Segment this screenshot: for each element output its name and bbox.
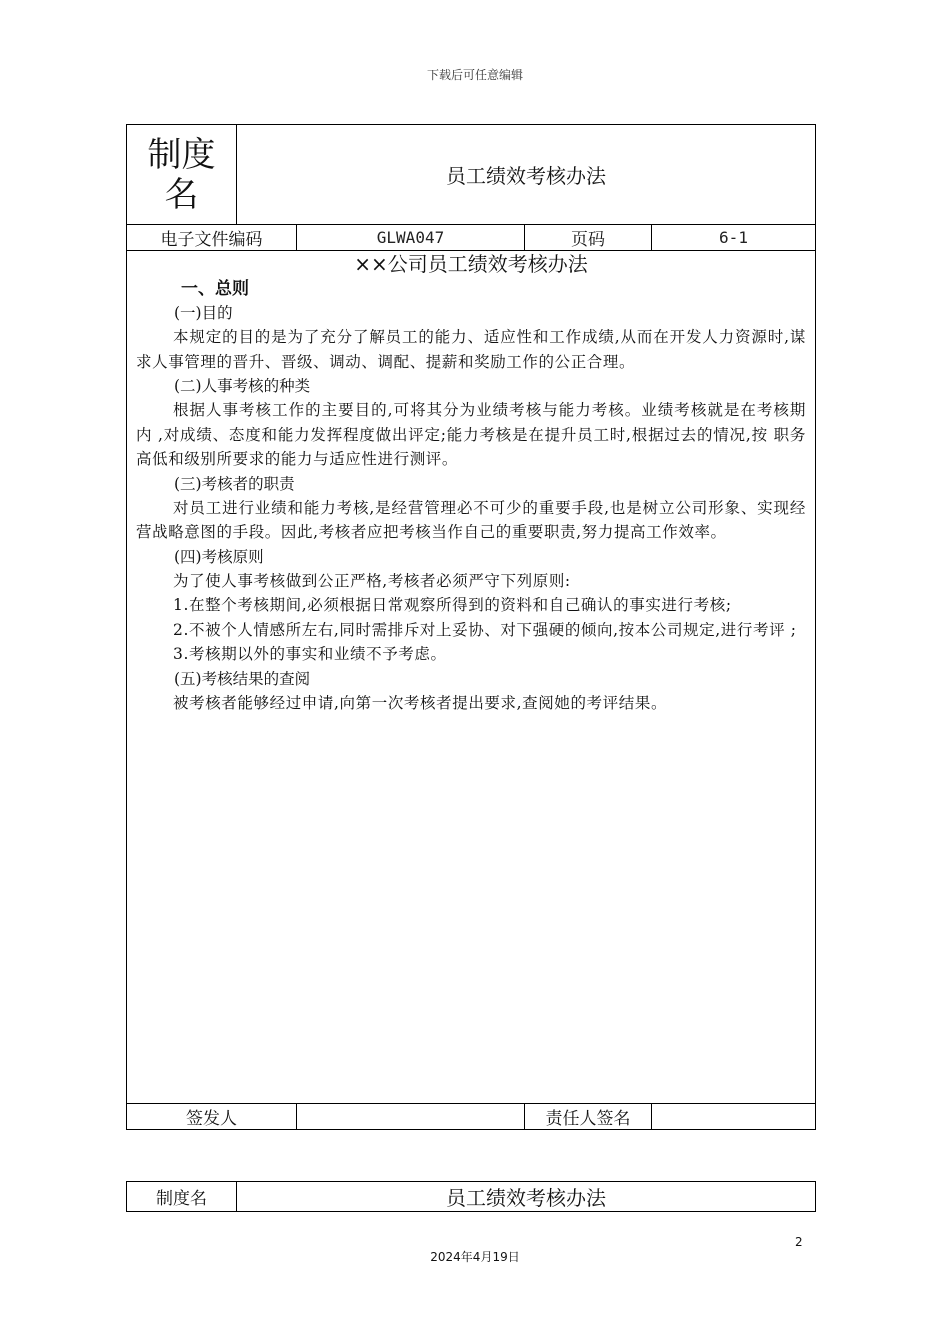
rule-item: 3.考核期以外的事实和业绩不予考虑。 xyxy=(173,645,447,663)
continuation-table xyxy=(126,1181,816,1212)
document-form-table xyxy=(126,124,816,1130)
issuer-label: 签发人 xyxy=(127,1104,297,1130)
paragraph-duties: 对员工进行业绩和能力考核,是经营管理必不可少的重要手段,也是树立公司形象、实现经 营战略意图的手段。因此,考核者应把考核当作自己的重要职责,努力提高工作效率。 xyxy=(136,498,806,541)
body-row xyxy=(127,251,816,1104)
section-general: 一、总则 xyxy=(181,279,249,299)
continuation-name-label: 制度名 xyxy=(127,1182,237,1212)
meta-row xyxy=(127,225,816,251)
subsection-purpose: (一)目的 xyxy=(174,304,233,322)
system-name-label xyxy=(127,125,237,225)
subsection-principles: (四)考核原则 xyxy=(174,547,264,566)
file-code-value: GLWA047 xyxy=(297,225,525,251)
rule-item: 2.不被个人情感所左右,同时需排斥对上妥协、对下强硬的倾向,按本公司规定,进行考评 ; xyxy=(173,620,797,639)
paragraph-review: 被考核者能够经过申请,向第一次考核者提出要求,查阅她的考评结果。 xyxy=(173,693,668,712)
system-name-label-text: 制度名 xyxy=(147,134,216,215)
paragraph-principles: 为了使人事考核做到公正严格,考核者必须严守下列原则: xyxy=(173,571,571,590)
subsection-duties: (三)考核者的职责 xyxy=(174,474,295,493)
paragraph-purpose: 本规定的目的是为了充分了解员工的能力、适应性和工作成绩,从而在开发人力资源时,谋 求人事管理的晋升、晋级、调动、调配、提薪和奖励工作的公正合理。 xyxy=(136,328,806,371)
rule-item: 1.在整个考核期间,必须根据日常观察所得到的资料和自己确认的事实进行考核; xyxy=(173,596,732,614)
document-title: ××公司员工绩效考核办法 xyxy=(354,252,588,276)
page-number: 2 xyxy=(795,1235,803,1249)
responsible-signature-label: 责任人签名 xyxy=(525,1104,652,1130)
signature-row xyxy=(127,1104,816,1130)
name-row xyxy=(127,125,816,225)
subsection-review: (五)考核结果的查阅 xyxy=(174,669,311,688)
file-code-label: 电子文件编码 xyxy=(127,225,297,251)
system-name-value: 员工绩效考核办法 xyxy=(237,125,816,225)
subsection-types: (二)人事考核的种类 xyxy=(174,377,311,395)
page-value: 6-1 xyxy=(652,225,816,251)
header-note: 下载后可任意编辑 xyxy=(426,68,523,82)
continuation-name-value: 员工绩效考核办法 xyxy=(237,1182,816,1212)
document-body xyxy=(127,251,816,1104)
page-label: 页码 xyxy=(525,225,652,251)
paragraph-types: 根据人事考核工作的主要目的,可将其分为业绩考核与能力考核。业绩考核就是在考核期内 ,对成绩、态度和能力发挥程度做出评定;能力考核是在提升员工时,根据过去的情况,按 职务高低和级别所要求的能力与适应性进行测评。 xyxy=(136,401,806,468)
responsible-signature-field[interactable] xyxy=(652,1104,816,1130)
footer-date: 2024年4月19日 xyxy=(430,1250,520,1264)
issuer-field[interactable] xyxy=(297,1104,525,1130)
